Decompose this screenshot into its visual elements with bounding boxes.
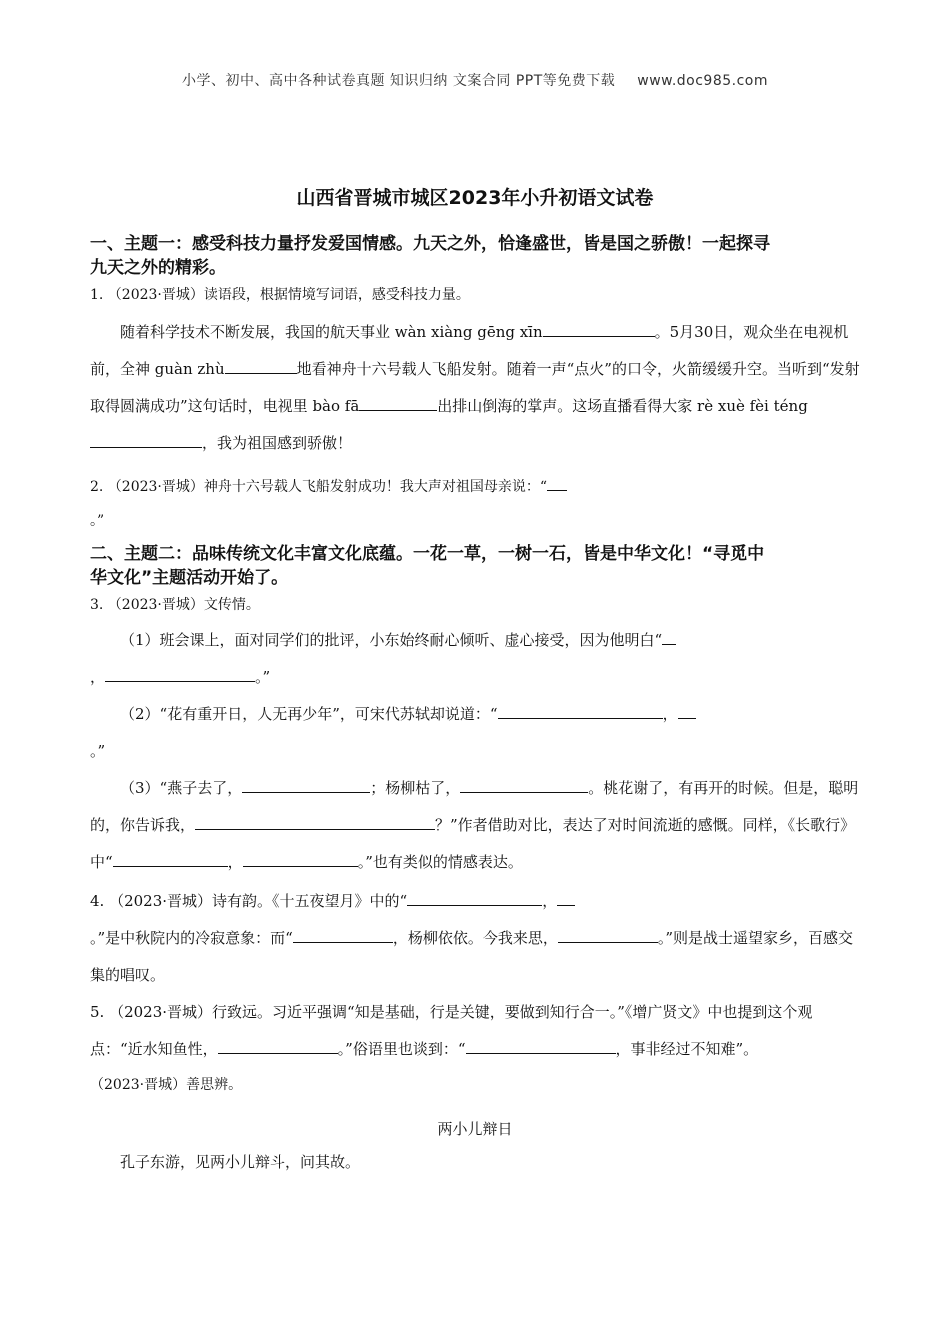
answer-blank[interactable] [460, 776, 588, 793]
site-header [0, 70, 950, 90]
answer-blank[interactable] [218, 1037, 338, 1054]
answer-blank[interactable] [678, 702, 696, 719]
question-3-part-2: （2）“花有重开日，人无再少年”，可宋代苏轼却说道：“ ， [90, 696, 860, 733]
answer-blank[interactable] [558, 926, 658, 943]
section-2-heading: 二、主题二：品味传统文化丰富文化底蕴。一花一草，一树一石，皆是中华文化！“寻觅中 华文化”主题活动开始了。 [90, 544, 765, 588]
answer-blank[interactable] [225, 357, 297, 374]
answer-blank[interactable] [407, 889, 542, 906]
answer-blank[interactable] [543, 320, 655, 337]
question-3-part-1: （1）班会课上，面对同学们的批评，小东始终耐心倾听、虚心接受，因为他明白“ [90, 622, 860, 659]
question-3-part-1-cont: ， 。” [90, 659, 860, 696]
question-6-stem: （2023·晋城）善思辨。 [90, 1077, 243, 1093]
answer-blank[interactable] [547, 474, 567, 491]
question-3-part-2-cont: 。” [90, 742, 106, 760]
question-4: 4. （2023·晋城）诗有韵。《十五夜望月》中的“ ， 。”是中秋院内的冷寂意象：而“ ，杨柳依依。今我来思， 。”则是战士遥望家乡，百感交集的唱叹。 [90, 883, 860, 994]
question-3-stem: 3. （2023·晋城）文传情。 [90, 597, 260, 613]
answer-blank[interactable] [662, 628, 676, 645]
question-1-passage: 随着科学技术不断发展，我国的航天事业 wàn xiàng gēng xīn 。5月30日，观众坐在电视机前，全神 guàn zhù 地看神舟十六号载人飞船发射。随着一声“点火”的口令，火箭缓缓升空。当听到“发射取得圆满成功”这句话时，电视里 bào fā 出排山倒海的掌声。这场直播看得大家 rè xuè fèi téng，我为祖国感到骄傲！ [90, 314, 860, 462]
header-url[interactable]: www.doc985.com [637, 73, 769, 89]
answer-blank[interactable] [557, 889, 575, 906]
question-2-end: 。” [90, 513, 105, 529]
header-text: 小学、初中、高中各种试卷真题 知识归纳 文案合同 PPT等免费下载 [181, 73, 616, 89]
answer-blank[interactable] [293, 926, 393, 943]
question-3-part-3: （3）“燕子去了， ；杨柳枯了， 。桃花谢了，有再开的时候。但是，聪明的，你告诉我， ？”作者借助对比，表达了对时间流逝的感慨。同样，《长歌行》中“ ， 。”也有类似的情感表达。 [90, 770, 860, 881]
exam-content [90, 232, 860, 1181]
question-1-stem: 1. （2023·晋城）读语段，根据情境写词语，感受科技力量。 [90, 287, 470, 303]
passage-line: 孔子东游，见两小儿辩斗，问其故。 [120, 1153, 361, 1171]
answer-blank[interactable] [359, 394, 437, 411]
answer-blank[interactable] [195, 813, 435, 830]
answer-blank[interactable] [466, 1037, 616, 1054]
question-2-stem: 2. （2023·晋城）神舟十六号载人飞船发射成功！我大声对祖国母亲说：“ [90, 474, 860, 498]
answer-blank[interactable] [113, 850, 228, 867]
question-5: 5. （2023·晋城）行致远。习近平强调“知是基础，行是关键，要做到知行合一。”《增广贤文》中也提到这个观点：“近水知鱼性， 。”俗语里也谈到：“ ，事非经过不知难”。 [90, 1003, 813, 1058]
section-1-heading: 一、主题一：感受科技力量抒发爱国情感。九天之外，恰逢盛世，皆是国之骄傲！一起探寻 九天之外的精彩。 [90, 234, 770, 278]
page-title: 山西省晋城市城区2023年小升初语文试卷 [296, 187, 654, 209]
answer-blank[interactable] [90, 431, 202, 448]
answer-blank[interactable] [105, 665, 255, 682]
answer-blank[interactable] [498, 702, 663, 719]
passage-title: 两小儿辩日 [437, 1120, 513, 1138]
answer-blank[interactable] [242, 776, 370, 793]
answer-blank[interactable] [243, 850, 358, 867]
